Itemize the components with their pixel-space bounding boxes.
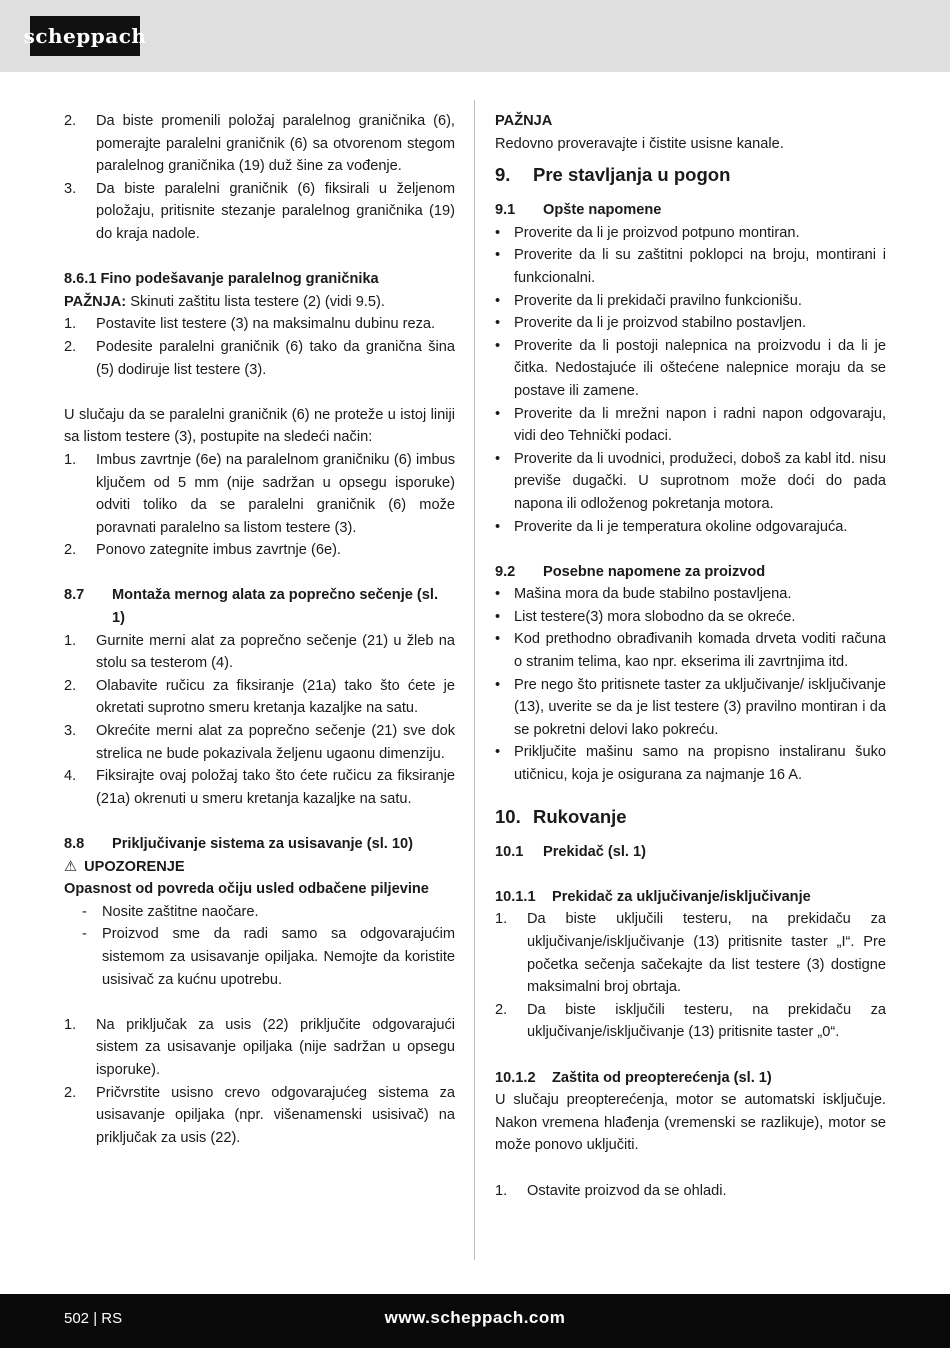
chapter-heading-9: 9. Pre stavljanja u pogon bbox=[495, 164, 731, 186]
bullet-item: • Priključite mašinu samo na propisno instaliranu šuko utičnicu, koja je osigurana za najmanje 16 A. bbox=[495, 744, 886, 784]
list-item: 2. Ponovo zategnite imbus zavrtnje (6e). bbox=[64, 542, 341, 559]
section-heading-8-7: 8.7 Montaža mernog alata za poprečno sečenje (sl. 1) bbox=[64, 587, 439, 627]
danger-text: Opasnost od povreda očiju usled odbačene piljevine bbox=[64, 881, 429, 898]
warning-label: ⚠ UPOZORENJE bbox=[64, 856, 455, 879]
section-heading-9-1: 9.1 Opšte napomene bbox=[495, 202, 662, 219]
page-number: 502 | RS bbox=[64, 1310, 123, 1327]
bullet-item: • Proverite da li prekidači pravilno funkcionišu. bbox=[495, 292, 802, 309]
list-item: 1. Na priključak za usis (22) priključite odgovarajući sistem za usisavanje opiljaka (nije sadržan u opsegu isporuke). bbox=[64, 1016, 455, 1078]
website-url: www.scheppach.com bbox=[384, 1308, 566, 1327]
right-column bbox=[495, 110, 886, 1202]
bullet-item: • Proverite da li je temperatura okoline odgovarajuća. bbox=[495, 518, 848, 535]
chapter-heading-10: 10. Rukovanje bbox=[495, 805, 627, 827]
bullet-item: • List testere(3) mora slobodno da se okreće. bbox=[495, 608, 796, 625]
section-heading-10-1-2: 10.1.2 Zaštita od preopterećenja (sl. 1) bbox=[495, 1069, 772, 1086]
list-item: 1. Ostavite proizvod da se ohladi. bbox=[495, 1182, 727, 1199]
bullet-item: • Kod prethodno obrađivanih komada drveta voditi računa o stranim telima, kao npr. ekserima ili zavrtnjima itd. bbox=[495, 631, 886, 671]
bullet-item: • Proverite da li postoji nalepnica na proizvodu i da li je čitka. Nedostajuće ili oštećene nalepnice moraju da se postave ili zamene. bbox=[495, 337, 886, 399]
column-divider bbox=[474, 100, 475, 1260]
left-column bbox=[64, 110, 455, 1149]
list-item: 1. Imbus zavrtnje (6e) na paralelnom graničniku (6) imbus ključem od 5 mm (nije sadržan u opsegu isporuke) odviti toliko da se paralelni graničnik (6) može poravnati paralelno sa listom testere (3). bbox=[64, 451, 455, 536]
list-item: 2. Da biste promenili položaj paralelnog graničnika (6), pomerajte paralelni graničnik (6) sa otvorenom stegom paralelnog graničnika (19) duž šine za vođenje. bbox=[64, 113, 455, 175]
bullet-item: • Proverite da li je proizvod potpuno montiran. bbox=[495, 224, 800, 241]
list-item: 4. Fiksirajte ovaj položaj tako što ćete ručicu za fiksiranje (21a) okrenuti u smeru kretanja kazaljke na satu. bbox=[64, 768, 455, 807]
paragraph: U slučaju preopterećenja, motor se automatski isključuje. Nakon vremena hlađenja (vremenski se razlikuje), motor se može ponovo uključiti. bbox=[495, 1092, 886, 1154]
bullet-item: • Proverite da li su zaštitni poklopci na broju, montirani i funkcionalni. bbox=[495, 247, 886, 286]
section-heading-9-2: 9.2 Posebne napomene za proizvod bbox=[495, 563, 766, 580]
bullet-item: • Mašina mora da bude stabilno postavljena. bbox=[495, 586, 792, 603]
bullet-item: • Proverite da li uvodnici, produžeci, doboš za kabl itd. nisu previše dugački. U suprotnom može doći do pada napona ili odloženog pokretanja motora. bbox=[495, 450, 886, 512]
section-heading-10-1: 10.1 Prekidač (sl. 1) bbox=[495, 843, 647, 860]
list-item: - Proizvod sme da radi samo sa odgovarajućim sistemom za usisavanje opiljaka. Nemojte da koristite usisivač za kućnu upotrebu. bbox=[82, 926, 455, 988]
list-item: 1. Postavite list testere (3) na maksimalnu dubinu reza. bbox=[64, 316, 436, 333]
section-heading-8-8: 8.8 Priključivanje sistema za usisavanje (sl. 10) bbox=[64, 836, 413, 852]
list-item: 2. Da biste isključili testeru, na prekidaču za uključivanje/isključivanje (13) pritisnite taster „0“. bbox=[495, 1001, 886, 1041]
page-footer bbox=[0, 1294, 950, 1348]
section-heading-10-1-1: 10.1.1 Prekidač za uključivanje/isključivanje bbox=[495, 888, 811, 905]
list-item: 1. Da biste uključili testeru, na prekidaču za uključivanje/isključivanje (13) pritisnite taster „I“. Pre početka sečenja sačekajte da list testere (3) dostigne maksimalni broj obrtaja. bbox=[495, 911, 886, 996]
bullet-item: • Proverite da li je proizvod stabilno postavljen. bbox=[495, 315, 807, 332]
list-item: 2. Pričvrstite usisno crevo odgovarajućeg sistema za usisavanje opiljaka (npr. višenamenski usisivač) na priključak za usis (22). bbox=[64, 1084, 455, 1146]
warning-triangle-icon: ⚠ bbox=[64, 858, 78, 875]
paragraph: U slučaju da se paralelni graničnik (6) ne proteže u istoj liniji sa listom testere (3), postupite na sledeći način: bbox=[64, 406, 455, 446]
list-item: 1. Gurnite merni alat za poprečno sečenje (21) u žleb na stolu sa testerom (4). bbox=[64, 632, 455, 672]
page-header bbox=[0, 0, 950, 72]
attention-label: PAŽNJA bbox=[495, 113, 553, 129]
list-item: 2. Podesite paralelni graničnik (6) tako da granična šina (5) dodiruje list testere (3). bbox=[64, 338, 455, 378]
list-item: 3. Okrećite merni alat za poprečno sečenje (21) sve dok strelica ne bude pokazivala željenu ugaonu dimenziju. bbox=[64, 723, 455, 762]
list-item: 3. Da biste paralelni graničnik (6) fiksirali u željenom položaju, pritisnite stezanje paralelnog graničnika (19) do kraja nadole. bbox=[64, 180, 455, 242]
bullet-item: • Pre nego što pritisnete taster za uključivanje/ isključivanje (13), uverite se da je list testere (3) pravilno montiran i da se pokretni delovi lako pokreću. bbox=[495, 676, 886, 738]
section-heading-8-6-1: 8.6.1 Fino podešavanje paralelnog graničnika bbox=[64, 271, 379, 288]
attention-text: Redovno proveravajte i čistite usisne kanale. bbox=[495, 135, 784, 152]
note: PAŽNJA: Skinuti zaštitu lista testere (2) (vidi 9.5). bbox=[64, 293, 385, 310]
scheppach-logo: scheppach bbox=[30, 16, 140, 56]
list-item: - Nosite zaštitne naočare. bbox=[82, 903, 259, 920]
bullet-item: • Proverite da li mrežni napon i radni napon odgovaraju, vidi deo Tehnički podaci. bbox=[495, 405, 886, 445]
list-item: 2. Olabavite ručicu za fiksiranje (21a) tako što ćete je okretati suprotno smeru kretanja kazaljke na satu. bbox=[64, 677, 455, 717]
